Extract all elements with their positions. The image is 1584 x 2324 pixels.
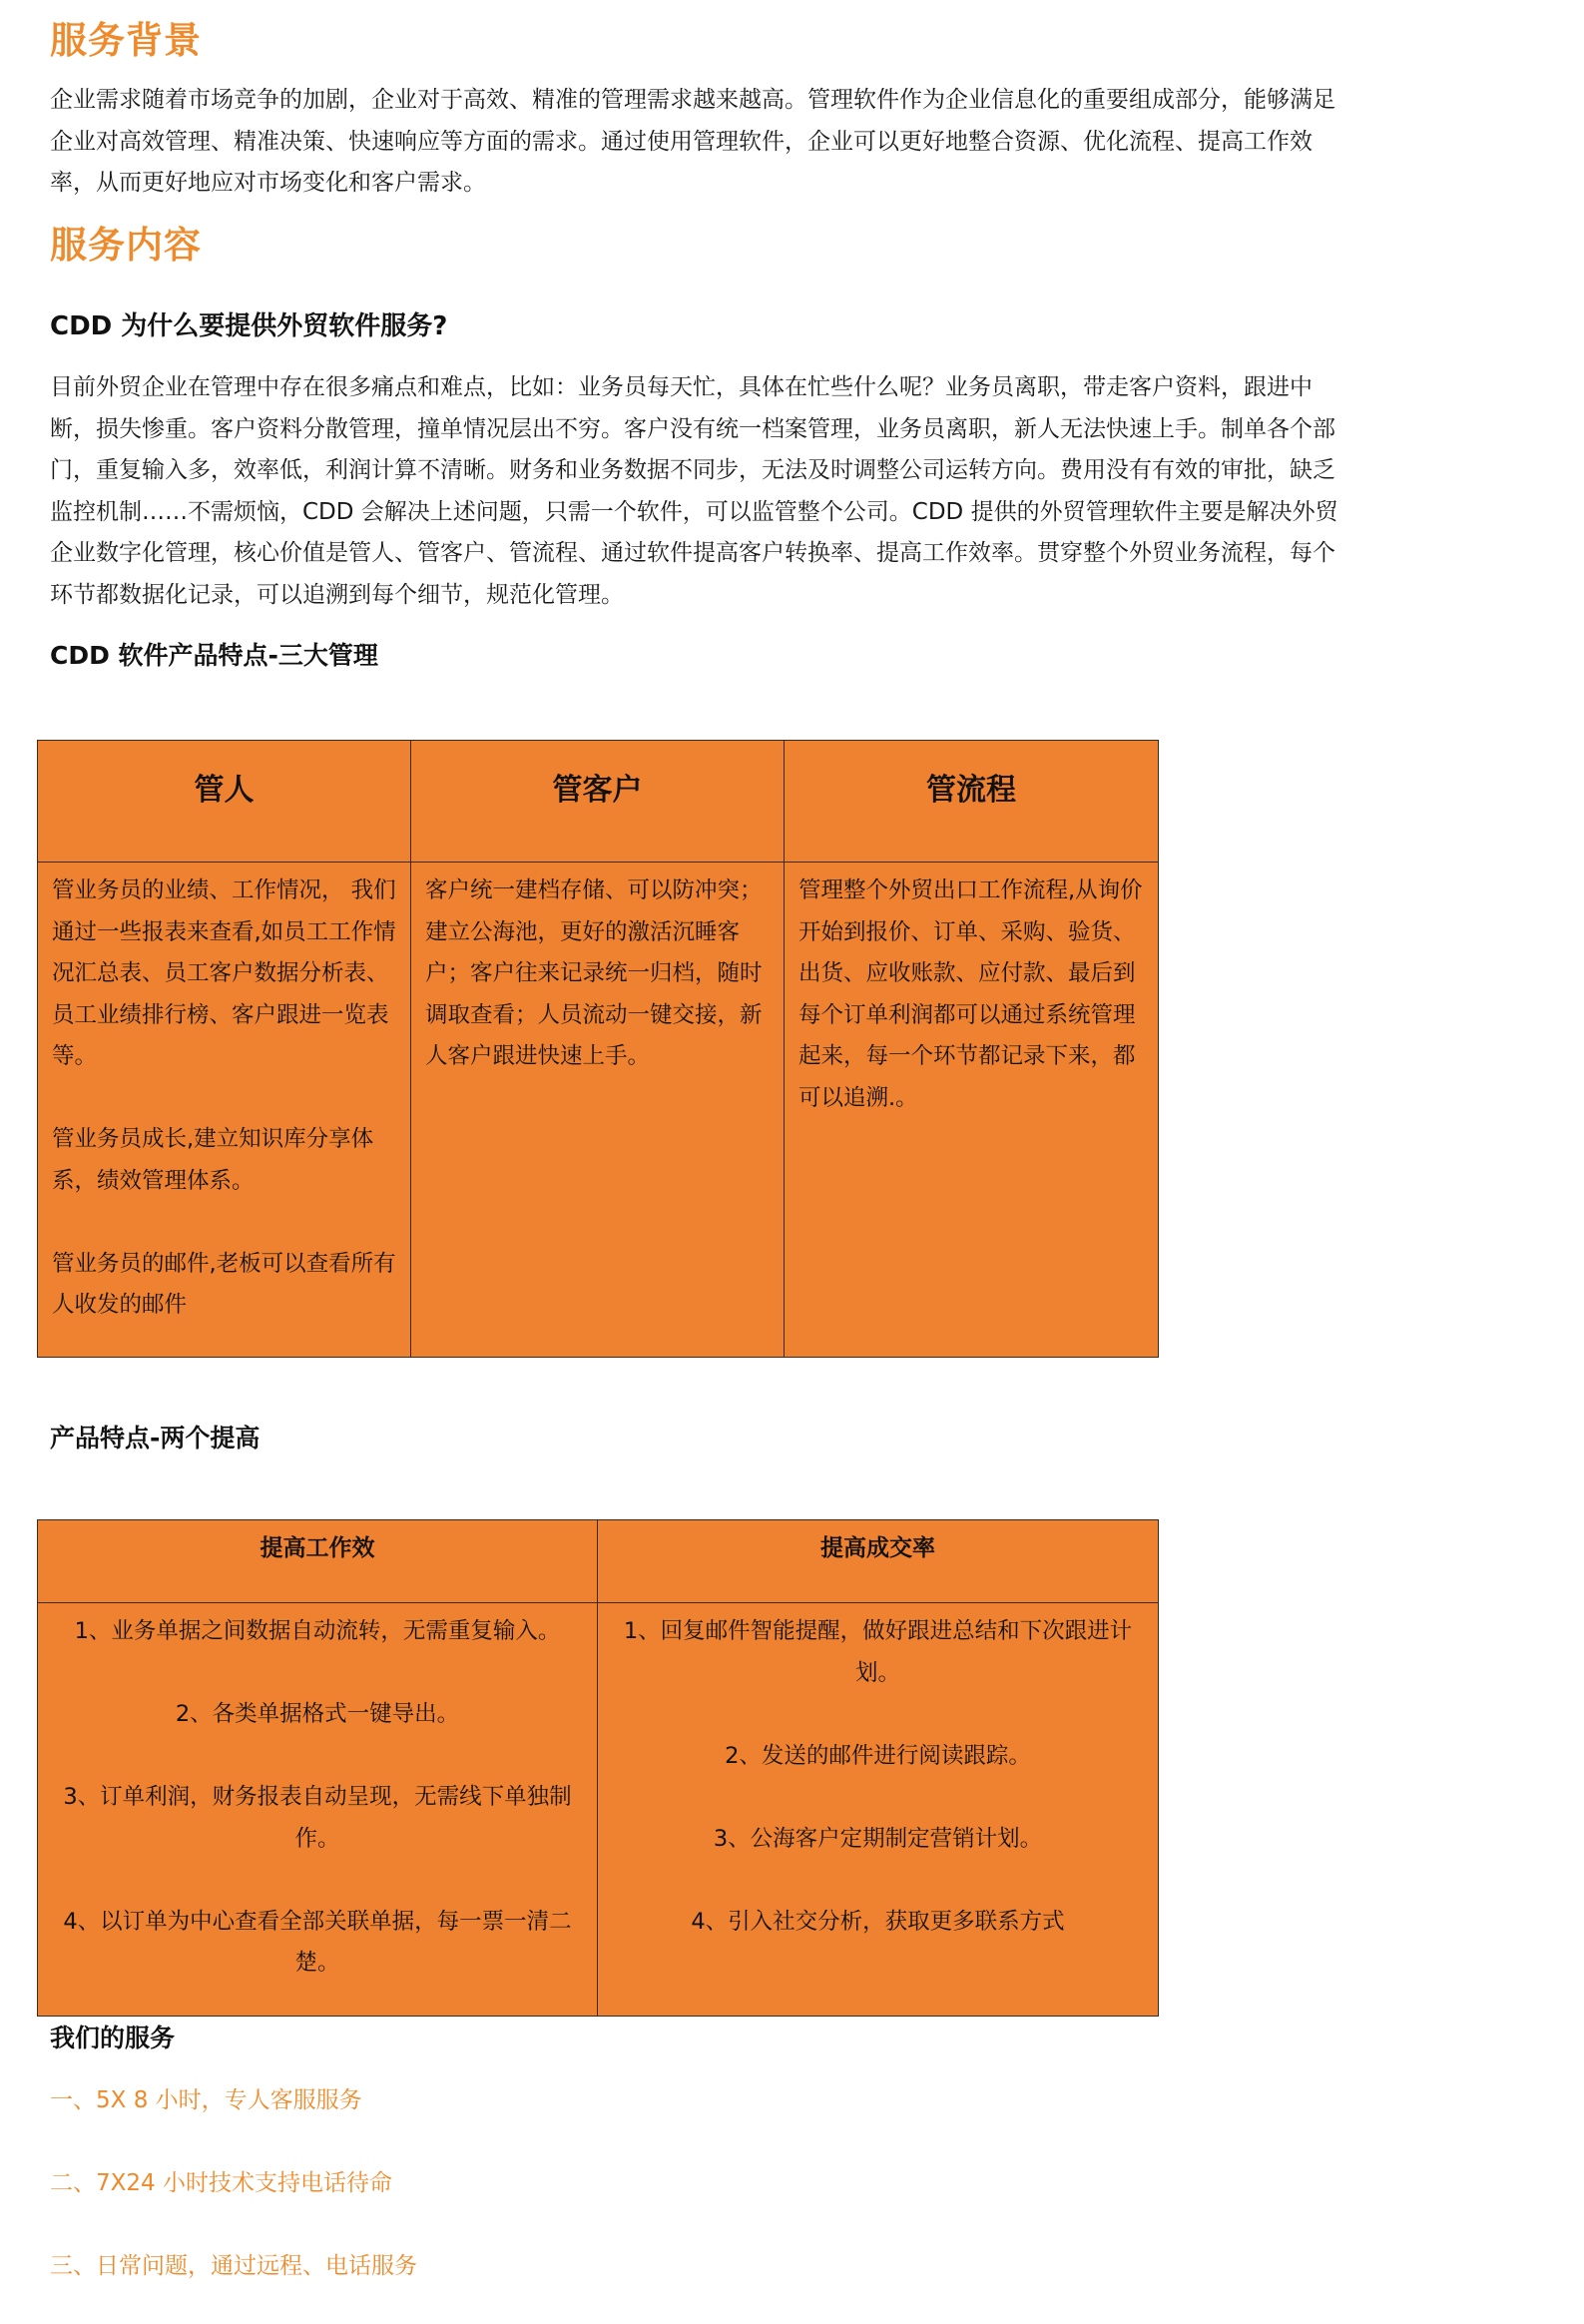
cell-customers (411, 863, 785, 1358)
list-item: 3、订单利润，财务报表自动呈现，无需线下单独制作。 (63, 1784, 572, 1852)
cell-people (38, 863, 411, 1358)
cell-paragraph: 客户统一建档存储、可以防冲突；建立公海池，更好的激活沉睡客户；客户往来记录统一归档，随时调取查看；人员流动一键交接，新人客户跟进快速上手。 (425, 877, 763, 1069)
services-heading: 我们的服务 (50, 2024, 176, 2052)
table-row (38, 863, 1159, 1358)
cell-process (785, 863, 1159, 1358)
list-item: 1、回复邮件智能提醒，做好跟进总结和下次跟进计划。 (623, 1618, 1133, 1686)
two-improve-heading: 产品特点-两个提高 (50, 1424, 261, 1452)
list-item: 1、业务单据之间数据自动流转，无需重复输入。 (74, 1618, 561, 1644)
table-row (38, 1603, 1159, 2017)
column-header-conversion: 提高成交率 (598, 1520, 1159, 1603)
background-paragraph: 企业需求随着市场竞争的加剧，企业对于高效、精准的管理需求越来越高。管理软件作为企业信息化的重要组成部分，能够满足企业对高效管理、精准决策、快速响应等方面的需求。通过使用管理软件，企业可以更好地整合资源、优化流程、提高工作效率，从而更好地应对市场变化和客户需求。 (50, 87, 1335, 196)
cell-conversion (598, 1603, 1159, 2017)
service-item-3: 三、日常问题，通过远程、电话服务 (50, 2253, 417, 2279)
cell-paragraph: 管业务员的邮件,老板可以查看所有人收发的邮件 (52, 1250, 396, 1318)
column-header-efficiency: 提高工作效 (38, 1520, 598, 1603)
column-header-people: 管人 (38, 741, 411, 863)
cell-paragraph: 管业务员的业绩、工作情况， 我们通过一些报表来查看,如员工工作情况汇总表、员工客户数据分析表、员工业绩排行榜、客户跟进一览表等。 (52, 877, 396, 1069)
why-paragraph: 目前外贸企业在管理中存在很多痛点和难点，比如：业务员每天忙，具体在忙些什么呢？业务员离职，带走客户资料，跟进中断，损失惨重。客户资料分散管理，撞单情况层出不穷。客户没有统一档案管理，业务员离职，新人无法快速上手。制单各个部门，重复输入多，效率低，利润计算不清晰。财务和业务数据不同步，无法及时调整公司运转方向。费用没有有效的审批，缺乏监控机制……不需烦恼，CDD 会解决上述问题，只需一个软件，可以监管整个公司。CDD 提供的外贸管理软件主要是解决外贸企业数字化管理，核心价值是管人、管客户、管流程、通过软件提高客户转换率、提高工作效率。贯穿整个外贸业务流程，每个环节都数据化记录，可以追溯到每个细节，规范化管理。 (50, 374, 1338, 608)
cell-paragraph: 管业务员成长,建立知识库分享体系，绩效管理体系。 (52, 1126, 374, 1194)
list-item: 4、以订单为中心查看全部关联单据，每一票一清二楚。 (63, 1908, 572, 1976)
three-mgmt-heading: CDD 软件产品特点-三大管理 (50, 641, 378, 670)
table-header-row (38, 741, 1159, 863)
why-heading: CDD 为什么要提供外贸软件服务? (50, 311, 448, 341)
service-item-2: 二、7X24 小时技术支持电话待命 (50, 2170, 392, 2196)
list-item: 2、发送的邮件进行阅读跟踪。 (725, 1742, 1031, 1769)
list-item: 3、公海客户定期制定营销计划。 (713, 1825, 1043, 1852)
list-item: 2、各类单据格式一键导出。 (175, 1701, 460, 1727)
section-title-content: 服务内容 (50, 224, 202, 267)
three-management-table (37, 740, 1159, 1358)
section-title-background: 服务背景 (50, 19, 202, 62)
list-item: 4、引入社交分析，获取更多联系方式 (691, 1908, 1065, 1935)
column-header-process: 管流程 (785, 741, 1159, 863)
two-improvements-table (37, 1519, 1159, 2017)
cell-efficiency (38, 1603, 598, 2017)
cell-paragraph: 管理整个外贸出口工作流程,从询价开始到报价、订单、采购、验货、出货、应收账款、应付款、最后到每个订单利润都可以通过系统管理起来，每一个环节都记录下来，都可以追溯.。 (798, 877, 1143, 1111)
table-header-row (38, 1520, 1159, 1603)
service-item-1: 一、5X 8 小时，专人客服服务 (50, 2087, 362, 2113)
column-header-customers: 管客户 (411, 741, 785, 863)
